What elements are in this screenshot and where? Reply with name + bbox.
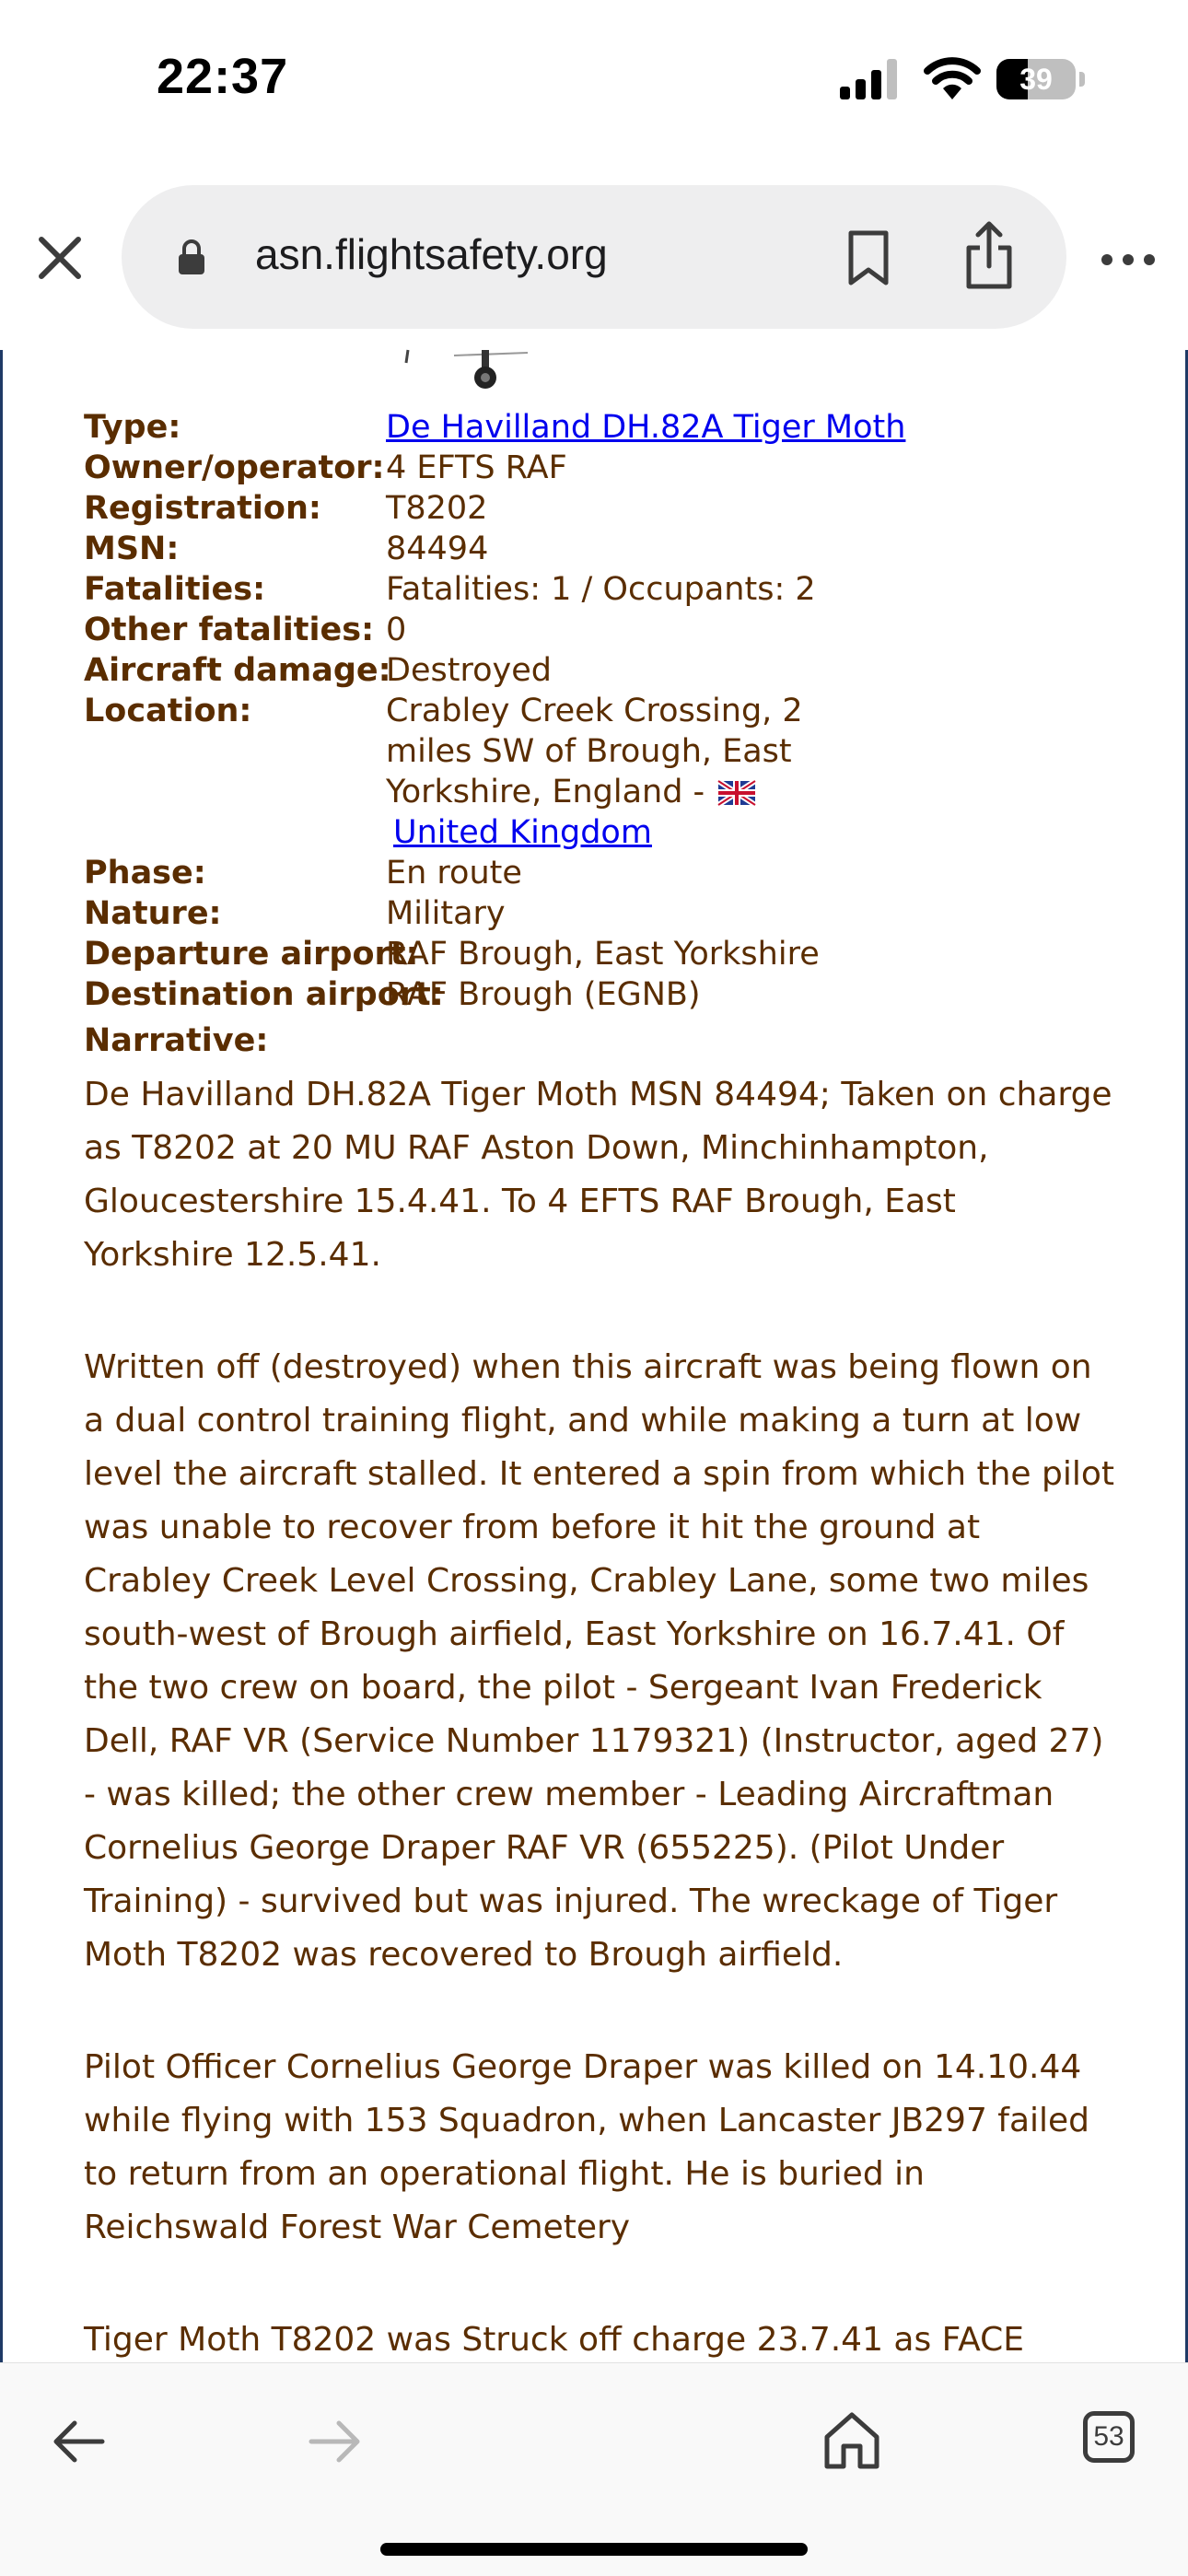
location-value: Crabley Creek Crossing, 2 miles SW of Brough, East Yorkshire, England - [386,693,803,810]
back-icon[interactable] [51,2419,106,2465]
narrative-paragraph: Pilot Officer Cornelius George Draper was killed on 14.10.44 while flying with 153 Squadron, when Lancaster JB297 failed to return from an operational flight. He is buried in Reichswald Forest War Cemetery [84,2048,1090,2246]
accident-details [84,407,1115,2420]
other-fatalities-label: Other fatalities: [84,612,375,648]
fatalities-value: Fatalities: 1 / Occupants: 2 [386,571,816,608]
aircraft-photo [390,350,546,394]
nature-value: Military [386,895,506,932]
share-icon[interactable] [963,220,1015,290]
uk-flag-icon [718,781,755,805]
narrative-paragraph: Tiger Moth T8202 was Struck off charge 23.7.41 as FACE [84,2321,1024,2359]
msn-value: 84494 [386,530,489,567]
detail-row-msn [84,529,1115,569]
lock-icon [177,239,206,275]
nature-label: Nature: [84,895,222,932]
registration-value: T8202 [386,490,488,527]
close-icon[interactable] [32,230,87,286]
narrative-paragraph: Written off (destroyed) when this aircraft was being flown on a dual control training flight, and while making a turn at low level the aircraft stalled. It entered a spin from which the pilot was unable to recover from before it hit the ground at Crabley Creek Level Crossing, Crabley Lane, some two miles south-west of Brough airfield, East Yorkshire on 16.7.41. Of the two crew on board, the pilot - Sergeant Ivan Frederick Dell, RAF VR (Service Number 1179321) (Instructor, aged 27) - was killed; the other crew member - Leading Aircraftman Cornelius George Draper RAF VR (655225). (Pilot Under Training) - survived but was injured. The wreckage of Tiger Moth T8202 was recovered to Brough airfield. [84,1348,1115,1974]
detail-row-owner [84,448,1115,488]
detail-row-type [84,407,1115,448]
status-bar [0,0,1188,161]
address-bar[interactable] [122,185,1066,329]
url-text[interactable]: asn.flightsafety.org [255,230,608,278]
tabs-icon[interactable]: 53 [1083,2411,1135,2463]
cellular-signal-icon [840,59,899,99]
damage-label: Aircraft damage: [84,652,391,689]
type-label: Type: [84,409,181,446]
departure-label: Departure airport: [84,936,419,973]
detail-row-damage [84,650,1115,691]
browser-toolbar-bottom [0,2362,1188,2576]
browser-toolbar-top [0,161,1188,350]
owner-value: 4 EFTS RAF [386,449,567,486]
damage-value: Destroyed [386,652,552,689]
detail-row-location [84,691,1115,853]
destination-value: RAF Brough (EGNB) [386,976,701,1013]
departure-value: RAF Brough, East Yorkshire [386,936,820,973]
phase-value: En route [386,855,522,892]
type-link[interactable]: De Havilland DH.82A Tiger Moth [386,409,906,446]
phase-label: Phase: [84,855,206,892]
owner-label: Owner/operator: [84,449,385,486]
battery-level: 39 [1019,63,1053,96]
detail-row-departure [84,934,1115,974]
more-icon[interactable] [1101,253,1156,266]
detail-row-phase [84,853,1115,893]
country-link[interactable]: United Kingdom [393,814,652,851]
registration-label: Registration: [84,490,321,527]
fatalities-label: Fatalities: [84,571,266,608]
home-indicator [380,2543,808,2556]
narrative-paragraph: De Havilland DH.82A Tiger Moth MSN 84494; Taken on charge as T8202 at 20 MU RAF Aston Down, Minchinhampton, Gloucestershire 15.4.41. To 4 EFTS RAF Brough, East Yorkshire 12.5.41. [84,1076,1112,1274]
destination-label: Destination airport: [84,976,444,1013]
forward-icon[interactable] [308,2419,363,2465]
msn-label: MSN: [84,530,180,567]
location-label: Location: [84,693,252,729]
battery-icon [996,59,1076,99]
detail-row-other-fatalities [84,610,1115,650]
wifi-icon [923,53,982,101]
detail-row-registration [84,488,1115,529]
detail-row-fatalities [84,569,1115,610]
home-icon[interactable] [821,2409,882,2470]
narrative-label: Narrative: [84,1022,269,1059]
detail-row-destination [84,974,1115,1015]
other-fatalities-value: 0 [386,612,407,648]
status-time: 22:37 [157,49,289,104]
detail-row-nature [84,893,1115,934]
bookmark-icon[interactable] [845,229,891,286]
web-page-content[interactable] [0,350,1188,2362]
battery-cap [1079,72,1085,87]
